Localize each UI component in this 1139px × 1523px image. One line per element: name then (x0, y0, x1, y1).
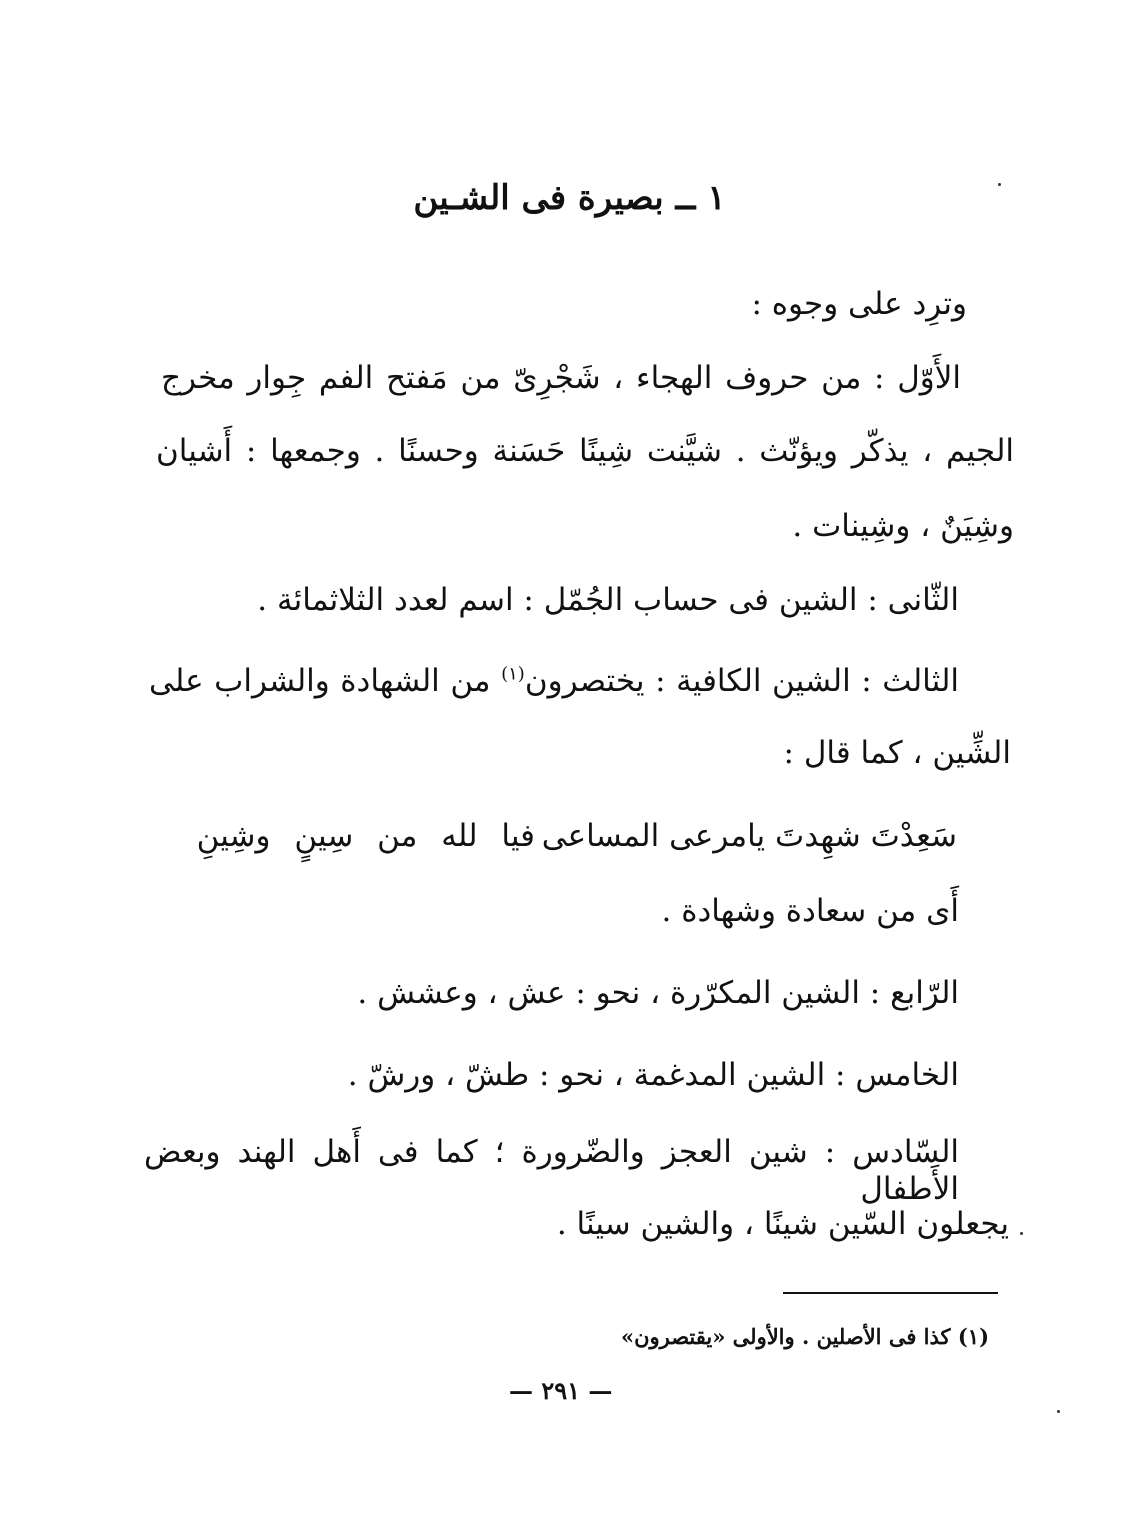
footnote-marker: (١) (501, 663, 525, 685)
verse-gloss-line: أَى من سعادة وشهادة . (661, 893, 959, 929)
section-title: ١ ــ بصيرة فى الشـين (413, 178, 726, 218)
intro-line: وترِد على وجوه : (751, 286, 967, 322)
sixth-item-line-1: السّادس : شين العجز والضّرورة ؛ كما فى أَهل الهند وبعض الأَطفال (144, 1134, 959, 1208)
first-item-line-2: الجيم ، يذكّر ويؤنّث . شيَّنت شِينًا حَسَنة وحسنًا . وجمعها : أَشيان (156, 433, 1014, 469)
footnote-separator (783, 1292, 998, 1294)
third-item-text-b: من الشهادة والشراب على (149, 663, 502, 699)
scan-speck (1057, 1410, 1060, 1413)
fourth-item-line: الرّابع : الشين المكرّرة ، نحو : عش ، وعشش . (357, 975, 959, 1011)
scan-speck (1020, 1232, 1023, 1235)
sixth-item-line-2: يجعلون السّين شينًا ، والشين سينًا . (556, 1206, 1009, 1242)
third-item-text-a: الثالث : الشين الكافية : يختصرون (524, 663, 960, 699)
third-item-line-2: الشِّين ، كما قال : (783, 735, 1011, 771)
verse-second-hemistich: فيا لله من سِينٍ وشِينِ (196, 818, 535, 854)
verse-first-hemistich: سَعِدْتَ شهِدتَ يامرعى المساعى (541, 818, 957, 854)
fifth-item-line: الخامس : الشين المدغمة ، نحو : طشّ ، ورشّ . (347, 1057, 959, 1093)
first-item-line-1: الأَوّل : من حروف الهجاء ، شَجْرِىّ من مَفتح الفم جِوار مخرج (161, 360, 961, 396)
first-item-line-3: وشِيَنٌ ، وشِينات . (792, 508, 1014, 544)
second-item-line: الثّانى : الشين فى حساب الجُمّل : اسم لعدد الثلاثمائة . (257, 582, 959, 618)
third-item-line-1 (149, 663, 959, 700)
scan-speck (998, 183, 1001, 186)
page-number: — ٢٩١ — (509, 1376, 613, 1405)
footnote: (١) كذا فى الأصلين . والأولى «يقتصرون» (620, 1324, 989, 1349)
